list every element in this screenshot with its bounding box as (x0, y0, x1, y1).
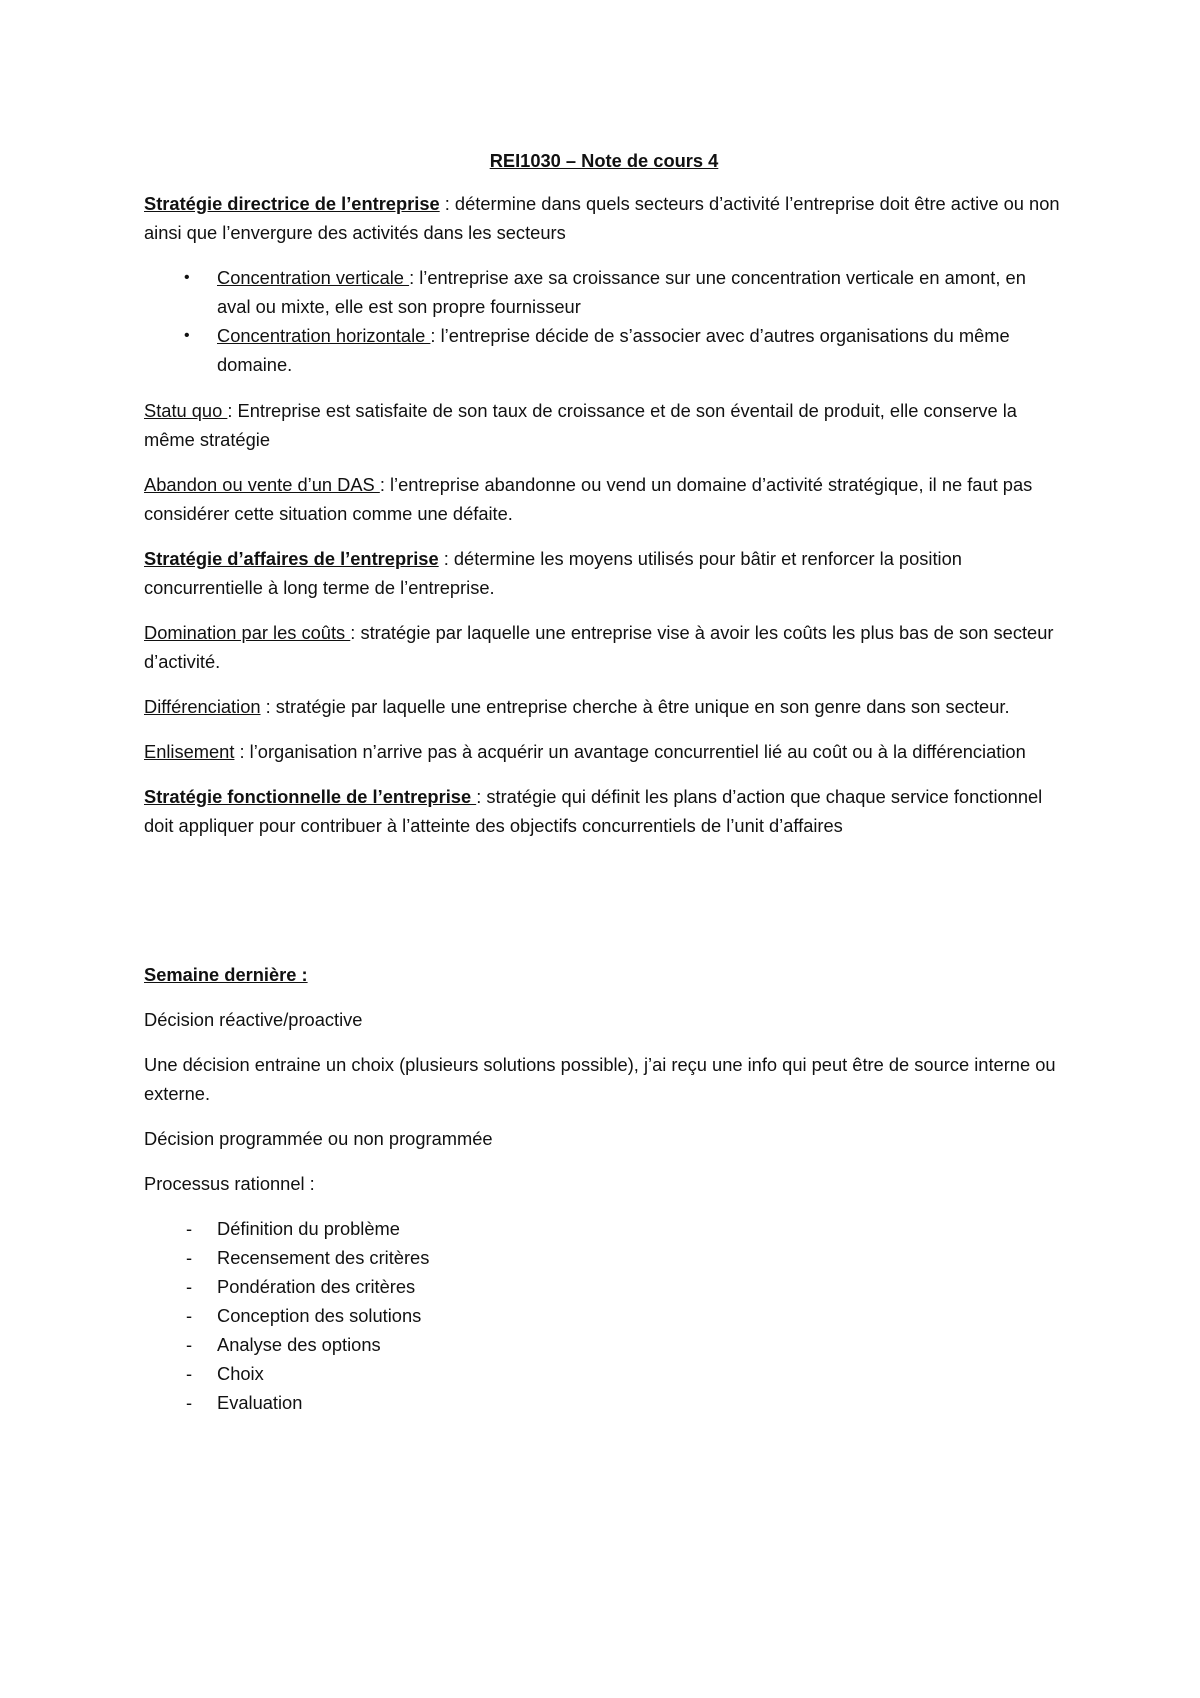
list-item (144, 1243, 1064, 1272)
bullet-marker: • (184, 269, 190, 286)
paragraph-decision-choix: Une décision entraine un choix (plusieurs solutions possible), j’ai reçu une info qui peut être de source interne ou externe. (144, 1054, 1056, 1104)
section-heading-semaine-derniere (144, 960, 1064, 989)
paragraph-enlisement (144, 737, 1064, 766)
list-item (144, 1214, 1064, 1243)
paragraph-statu-quo (144, 396, 1064, 454)
term-enlisement: Enlisement (144, 741, 235, 762)
definition-differenciation: : stratégie par laquelle une entreprise cherche à être unique en son genre dans son secteur. (260, 696, 1010, 717)
paragraph-decision-reactive: Décision réactive/proactive (144, 1009, 363, 1030)
paragraph-differenciation (144, 692, 1064, 721)
list-item (144, 1272, 1064, 1301)
process-step-label: Recensement des critères (217, 1247, 430, 1268)
dash-marker: - (186, 1218, 193, 1239)
list-item (144, 1359, 1064, 1388)
definition-statu-quo: : Entreprise est satisfaite de son taux de croissance et de son éventail de produit, elle conserve la même stratégie (144, 400, 1017, 450)
process-step-label: Définition du problème (217, 1218, 400, 1239)
term-strategie-affaires: Stratégie d’affaires de l’entreprise (144, 548, 439, 569)
term-abandon: Abandon ou vente d’un DAS (144, 474, 380, 495)
term-concentration-verticale: Concentration verticale (217, 267, 410, 288)
process-step-label: Evaluation (217, 1392, 303, 1413)
paragraph-strategie-directrice (144, 189, 1064, 247)
paragraph-strategie-fonctionnelle (144, 782, 1064, 840)
list-item (144, 1388, 1064, 1417)
paragraph-abandon (144, 470, 1064, 528)
dash-marker: - (186, 1392, 193, 1413)
term-strategie-fonctionnelle: Stratégie fonctionnelle de l’entreprise (144, 786, 477, 807)
term-domination-couts: Domination par les coûts (144, 622, 351, 643)
heading-semaine-derniere: Semaine dernière : (144, 964, 308, 985)
dash-marker: - (186, 1305, 193, 1326)
paragraph-strategie-affaires (144, 544, 1064, 602)
list-item (144, 263, 1064, 321)
list-item (144, 1301, 1064, 1330)
paragraph-domination-couts (144, 618, 1064, 676)
definition-domination-couts: : stratégie par laquelle une entreprise vise à avoir les coûts les plus bas de son secteur d’activité. (144, 622, 1054, 672)
term-differenciation: Différenciation (144, 696, 261, 717)
blank-space (144, 856, 1064, 960)
process-step-label: Conception des solutions (217, 1305, 422, 1326)
definition-strategie-fonctionnelle: : stratégie qui définit les plans d’action que chaque service fonctionnel doit appliquer pour contribuer à l’atteinte des objectifs concurrentiels de l’unit d’affaires (144, 786, 1043, 836)
bullet-list (144, 263, 1064, 379)
bullet-marker: • (184, 327, 190, 344)
document-title: REI1030 – Note de cours 4 (489, 150, 719, 171)
process-step-label: Choix (217, 1363, 264, 1384)
definition-concentration-verticale: : l’entreprise axe sa croissance sur une concentration verticale en amont, en aval ou mixte, elle est son propre fournisseur (217, 267, 1026, 317)
document-body (144, 146, 1064, 1417)
definition-strategie-directrice: : détermine dans quels secteurs d’activité l’entreprise doit être active ou non ainsi que l’envergure des activités dans les secteurs (144, 193, 1060, 243)
dash-marker: - (186, 1334, 193, 1355)
definition-strategie-affaires: : détermine les moyens utilisés pour bâtir et renforcer la position concurrentielle à long terme de l’entreprise. (144, 548, 962, 598)
list-item (144, 1330, 1064, 1359)
term-statu-quo: Statu quo (144, 400, 228, 421)
term-strategie-directrice: Stratégie directrice de l’entreprise (144, 193, 440, 214)
process-step-label: Pondération des critères (217, 1276, 416, 1297)
process-steps-list (144, 1214, 1064, 1417)
dash-marker: - (186, 1247, 193, 1268)
process-step-label: Analyse des options (217, 1334, 381, 1355)
paragraph-processus-rationnel: Processus rationnel : (144, 1173, 315, 1194)
term-concentration-horizontale: Concentration horizontale (217, 325, 431, 346)
definition-abandon: : l’entreprise abandonne ou vend un domaine d’activité stratégique, il ne faut pas considérer cette situation comme une défaite. (144, 474, 1033, 524)
definition-enlisement: : l’organisation n’arrive pas à acquérir un avantage concurrentiel lié au coût ou à la différenciation (234, 741, 1026, 762)
list-item (144, 321, 1064, 379)
paragraph-decision-programmee: Décision programmée ou non programmée (144, 1128, 493, 1149)
dash-marker: - (186, 1363, 193, 1384)
definition-concentration-horizontale: : l’entreprise décide de s’associer avec d’autres organisations du même domaine. (217, 325, 1010, 375)
dash-marker: - (186, 1276, 193, 1297)
